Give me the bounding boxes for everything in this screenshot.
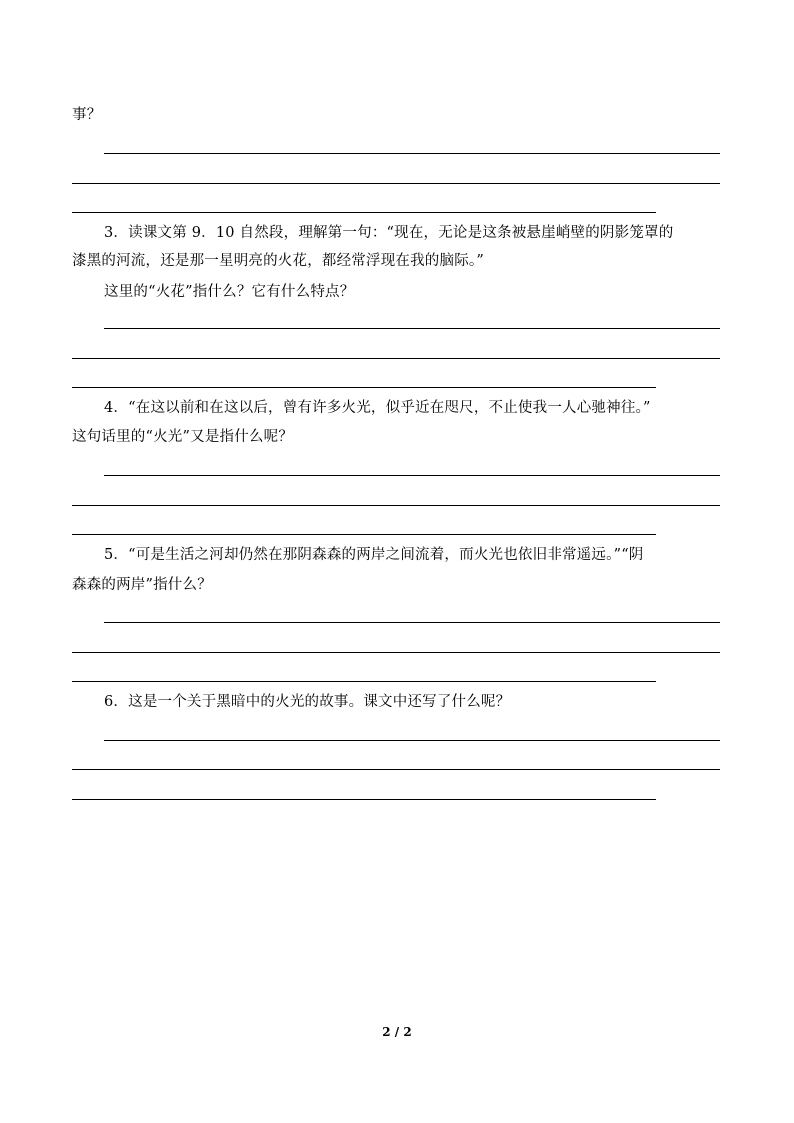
answer-line[interactable] bbox=[72, 769, 720, 770]
answer-line[interactable] bbox=[104, 475, 720, 476]
answer-line[interactable] bbox=[72, 799, 656, 800]
question-3-line-3: 这里的“火花”指什么？它有什么特点？ bbox=[104, 284, 355, 300]
answer-line[interactable] bbox=[72, 212, 656, 213]
question-5-line-1: 5．“可是生活之河却仍然在那阴森森的两岸之间流着，而火光也依旧非常遥远。”“阴 bbox=[104, 547, 644, 563]
answer-line[interactable] bbox=[104, 153, 720, 154]
question-6-line-1: 6．这是一个关于黑暗中的火光的故事。课文中还写了什么呢？ bbox=[104, 694, 511, 710]
answer-line[interactable] bbox=[104, 328, 720, 329]
question-3-line-2: 漆黑的河流，还是那一星明亮的火花，都经常浮现在我的脑际。” bbox=[72, 253, 484, 269]
answer-line[interactable] bbox=[72, 681, 656, 682]
answer-line[interactable] bbox=[72, 652, 720, 653]
answer-line[interactable] bbox=[72, 505, 720, 506]
question-5-line-2: 森森的两岸”指什么？ bbox=[72, 577, 212, 593]
answer-line[interactable] bbox=[72, 534, 656, 535]
answer-line[interactable] bbox=[104, 740, 720, 741]
question-4-line-1: 4．“在这以前和在这以后，曾有许多火光，似乎近在咫尺，不止使我一人心驰神往。” bbox=[104, 400, 651, 416]
continuation-text: 事？ bbox=[72, 107, 102, 123]
question-3-line-1: 3．读课文第 9．10 自然段，理解第一句：“现在，无论是这条被悬崖峭壁的阴影笼罩的 bbox=[104, 225, 674, 241]
answer-line[interactable] bbox=[72, 183, 720, 184]
answer-line[interactable] bbox=[104, 622, 720, 623]
answer-line[interactable] bbox=[72, 387, 656, 388]
question-4-line-2: 这句话里的“火光”又是指什么呢？ bbox=[72, 429, 294, 445]
page-number: 2 / 2 bbox=[382, 1025, 412, 1039]
answer-line[interactable] bbox=[72, 358, 720, 359]
